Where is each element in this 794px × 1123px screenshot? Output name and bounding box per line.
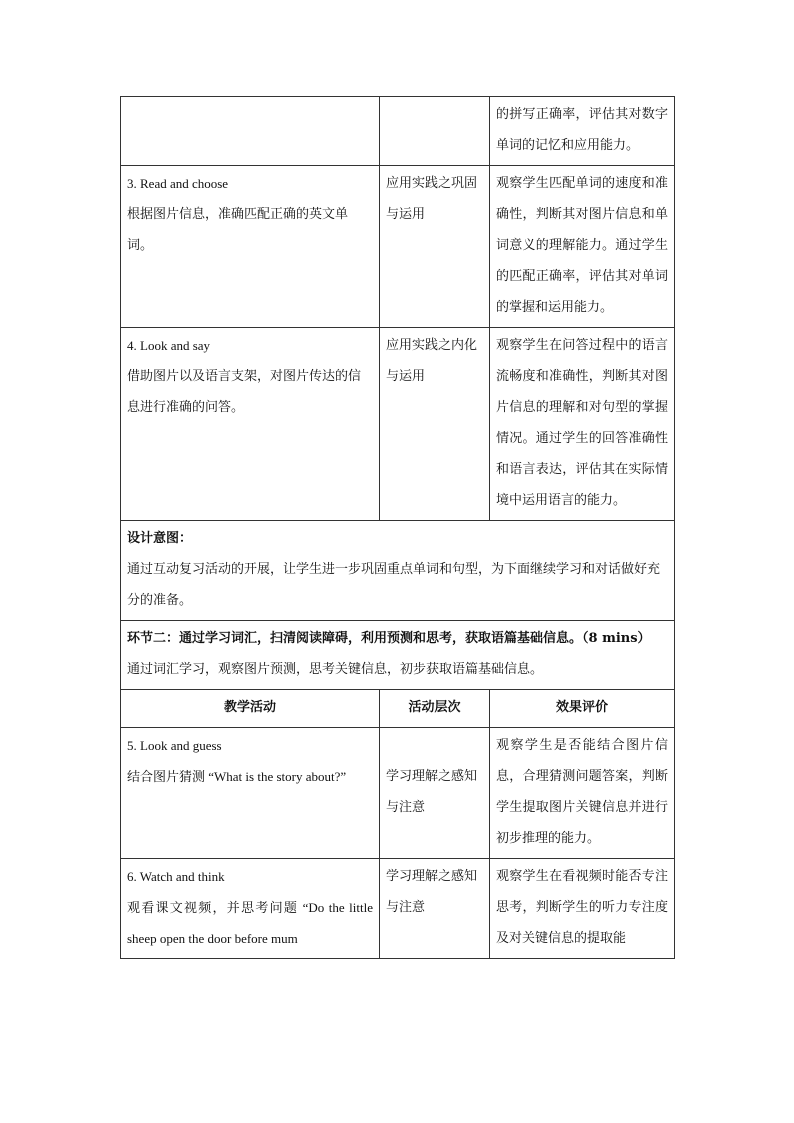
table-row: [121, 166, 675, 328]
activity-description: 观看课文视频，并思考问题 “Do the little sheep open the door before mum: [127, 900, 373, 946]
header-effect-evaluation: 效果评价: [490, 690, 675, 728]
activity-cell: [121, 97, 380, 166]
level-cell: 应用实践之内化与运用: [380, 328, 490, 521]
activity-title: 3. Read and choose: [127, 176, 229, 191]
assessment-cell: 观察学生匹配单词的速度和准确性，判断其对图片信息和单词意义的理解能力。通过学生的匹配正确率，评估其对单词的掌握和运用能力。: [490, 166, 675, 328]
assessment-cell: 观察学生在看视频时能否专注思考，判断学生的听力专注度及对关键信息的提取能: [490, 859, 675, 959]
activity-title: 4. Look and say: [127, 338, 211, 353]
lesson-plan-table: [120, 96, 675, 959]
activity-cell: [121, 859, 380, 959]
section-two-cell: [121, 621, 675, 690]
table-row: [121, 97, 675, 166]
section-two-title: 环节二：通过学习词汇，扫清阅读障碍，利用预测和思考，获取语篇基础信息。（8 mins）: [127, 631, 651, 646]
section-two-text: 通过词汇学习，观察图片预测，思考关键信息，初步获取语篇基础信息。: [127, 662, 544, 677]
design-intent-text: 通过互动复习活动的开展，让学生进一步巩固重点单词和句型，为下面继续学习和对话做好充分的准备。: [127, 562, 661, 608]
assessment-cell: 观察学生是否能结合图片信息，合理猜测问题答案，判断学生提取图片关键信息并进行初步推理的能力。: [490, 728, 675, 859]
level-cell: 应用实践之巩固与运用: [380, 166, 490, 328]
activity-cell: [121, 328, 380, 521]
header-activity-level: 活动层次: [380, 690, 490, 728]
table-row: [121, 859, 675, 959]
activity-title: 6. Watch and think: [127, 869, 225, 884]
table-row: [121, 621, 675, 690]
table-row: [121, 328, 675, 521]
design-intent-label: 设计意图：: [127, 531, 193, 546]
table-header-row: [121, 690, 675, 728]
activity-description: 借助图片以及语言支架，对图片传达的信息进行准确的问答。: [127, 369, 362, 415]
table-row: [121, 521, 675, 621]
assessment-cell: 的拼写正确率，评估其对数字单词的记忆和应用能力。: [490, 97, 675, 166]
level-cell: 学习理解之感知与注意: [380, 728, 490, 859]
activity-description: 根据图片信息，准确匹配正确的英文单词。: [127, 207, 349, 253]
activity-cell: [121, 728, 380, 859]
design-intent-cell: [121, 521, 675, 621]
table-row: [121, 728, 675, 859]
level-cell: 学习理解之感知与注意: [380, 859, 490, 959]
header-teaching-activity: 教学活动: [121, 690, 380, 728]
activity-cell: [121, 166, 380, 328]
assessment-cell: 观察学生在问答过程中的语言流畅度和准确性，判断其对图片信息的理解和对句型的掌握情况。通过学生的回答准确性和语言表达，评估其在实际情境中运用语言的能力。: [490, 328, 675, 521]
activity-title: 5. Look and guess: [127, 738, 222, 753]
activity-description: 结合图片猜测 “What is the story about?”: [127, 769, 347, 784]
level-cell: [380, 97, 490, 166]
